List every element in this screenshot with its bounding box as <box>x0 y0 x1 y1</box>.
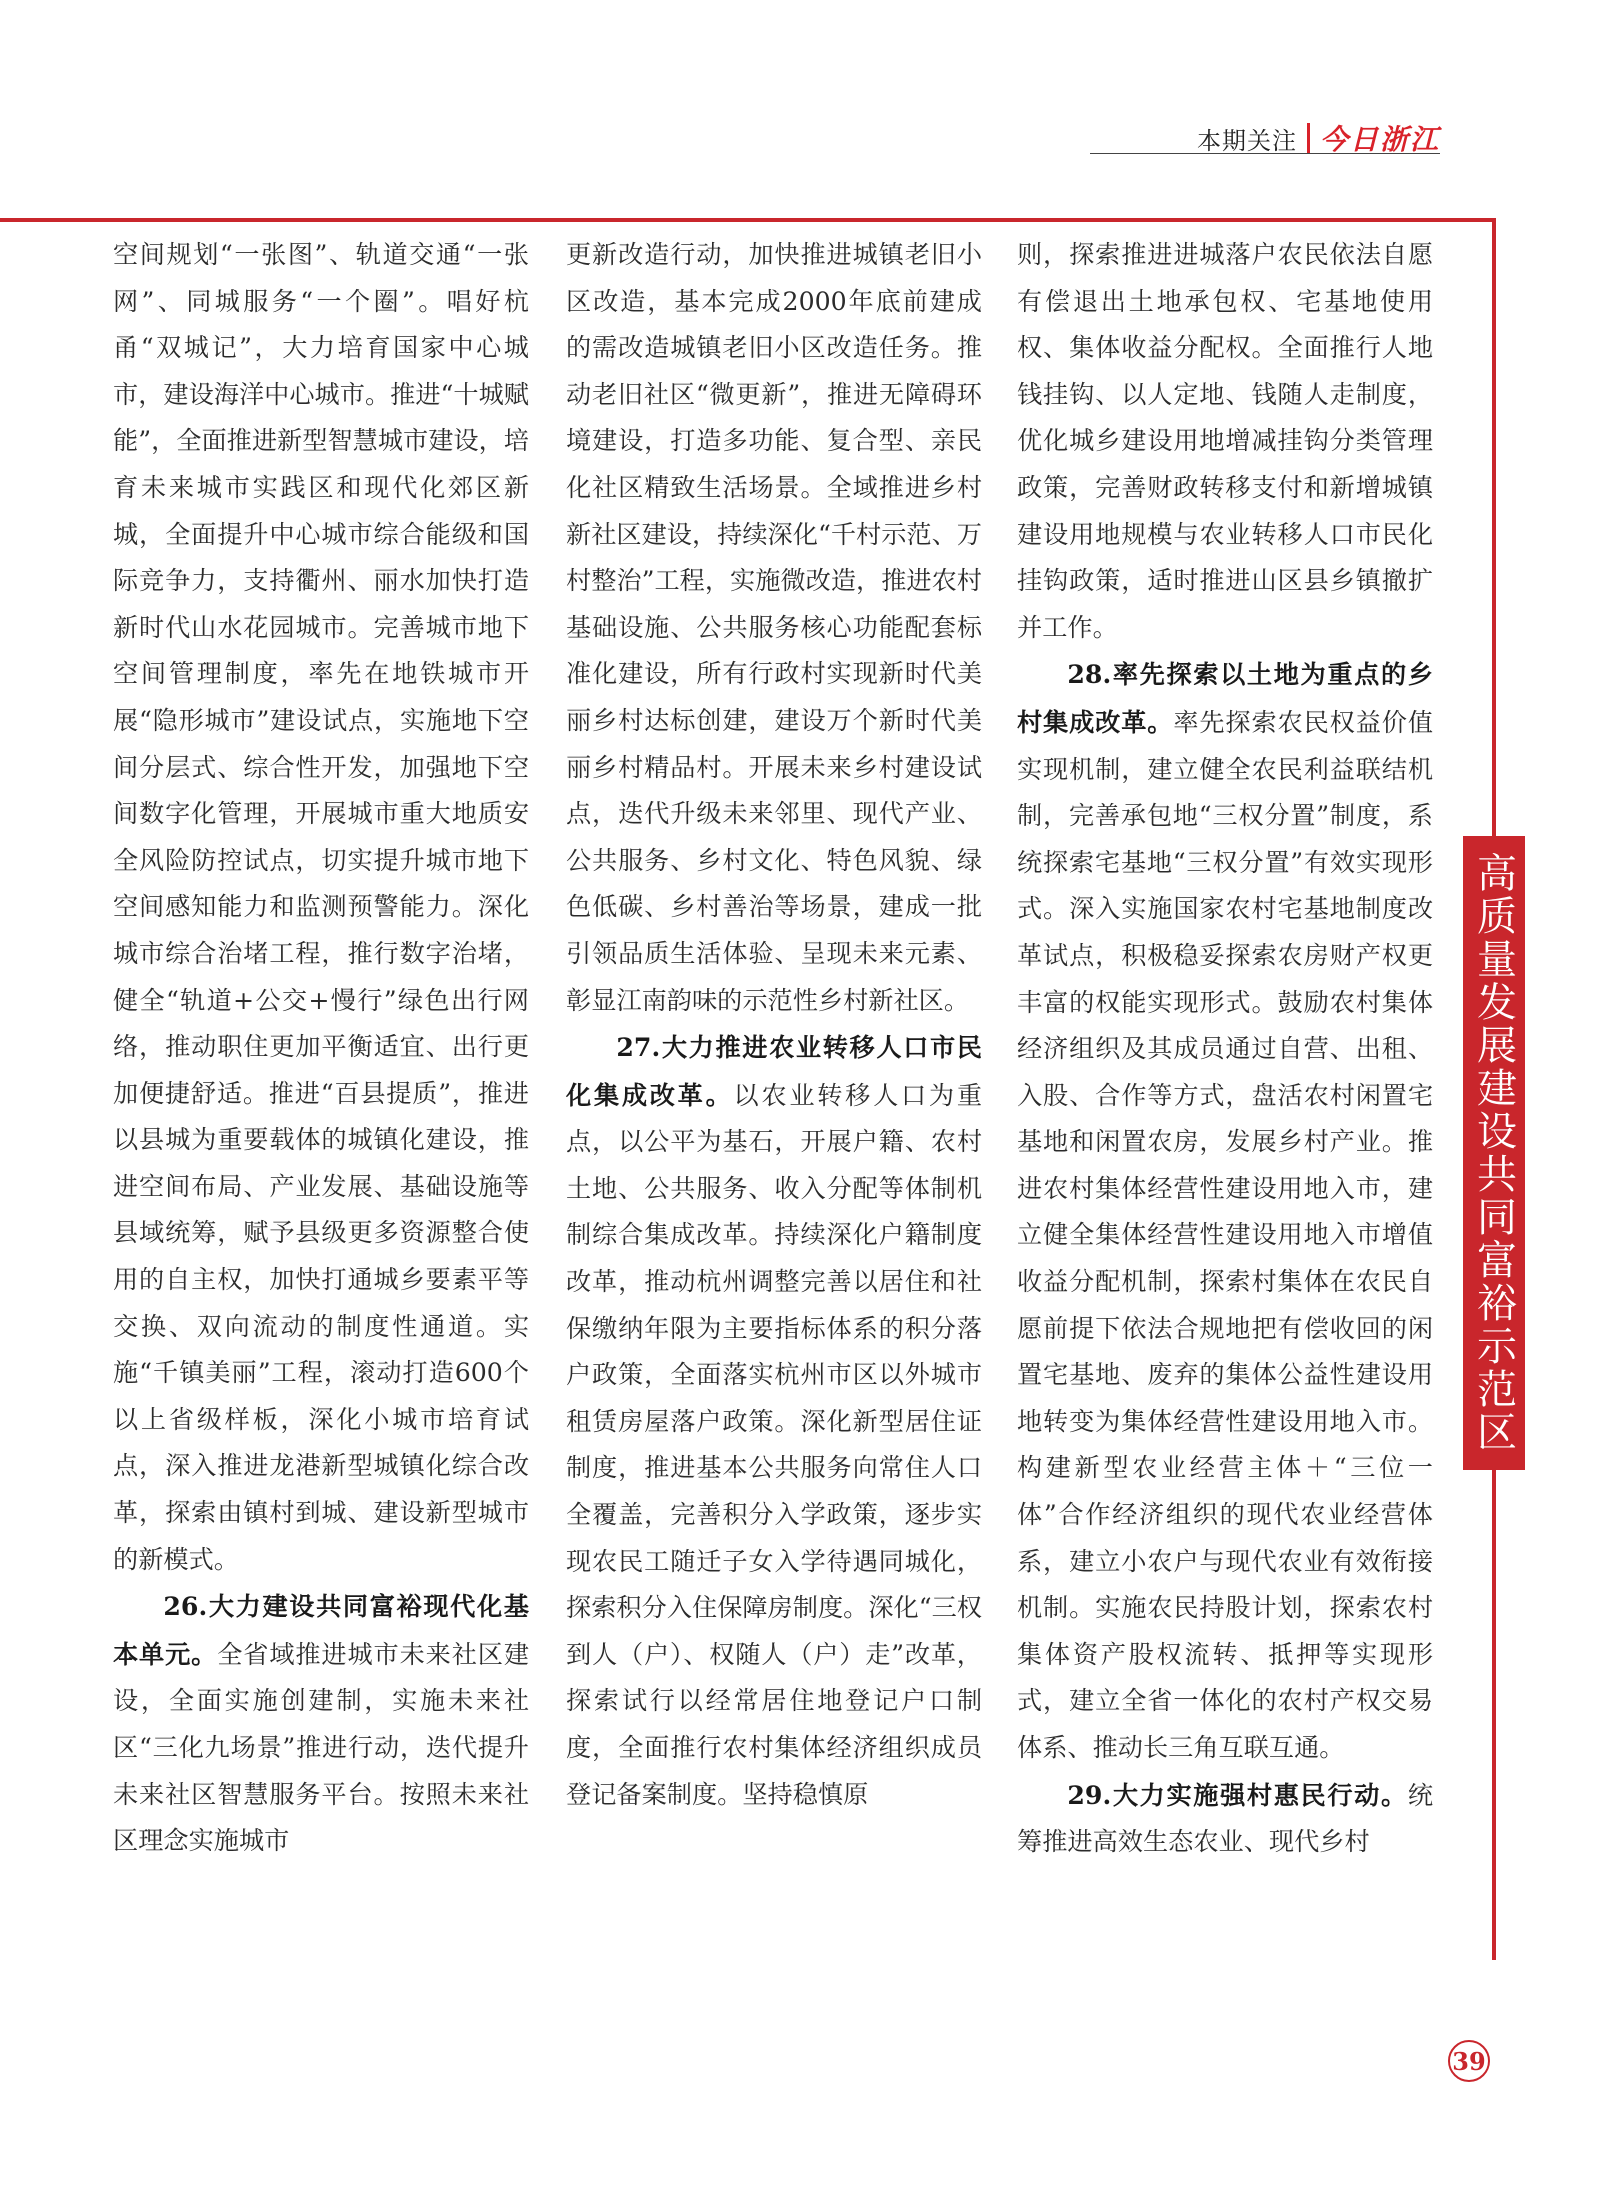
brand-logo: 今日浙江 <box>1319 123 1440 156</box>
section-heading: 29.大力实施强村惠民行动。 <box>1067 1779 1408 1810</box>
section-label: 本期关注 <box>1196 126 1297 155</box>
paragraph-body: 统筹推进高效生态农业、现代乡村 <box>1017 1780 1433 1857</box>
paragraph-body: 以农业转移人口为重点，以公平为基石，开展户籍、农村土地、公共服务、收入分配等体制机制综合集成改革。持续深化户籍制度改革，推动杭州调整完善以居住和社保缴纳年限为主要指标体系的积分落户政策，全面落实杭州市区以外城市租赁房屋落户政策。深化新型居住证制度，推进基本公共服务向常住人口全覆盖，完善积分入学政策，逐步实现农民工随迁子女入学待遇同城化，探索积分入住保障房制度。深化“三权到人（户）、权随人（户）走”改革，探索试行以经常居住地登记户口制度，全面推行农村集体经济组织成员登记备案制度。坚持稳慎原 <box>566 1080 983 1809</box>
paragraph <box>1017 1772 1433 1866</box>
paragraph-body: 率先探索农民权益价值实现机制，建立健全农民利益联结机制，完善承包地“三权分置”制度，系统探索宅基地“三权分置”有效实现形式。深入实施国家农村宅基地制度改革试点，积极稳妥探索农房财产权更丰富的权能实现形式。鼓励农村集体经济组织及其成员通过自营、出租、入股、合作等方式，盘活农村闲置宅基地和闲置农房，发展乡村产业。推进农村集体经营性建设用地入市，建立健全集体经营性建设用地入市增值收益分配机制，探索村集体在农民自愿前提下依法合规地把有偿收回的闲置宅基地、废弃的集体公益性建设用地转变为集体经营性建设用地入市。构建新型农业经营主体＋“三位一体”合作经济组织的现代农业经营体系，建立小农户与现代农业有效衔接机制。实施农民持股计划，探索农村集体资产股权流转、抵押等实现形式，建立全省一体化的农村产权交易体系、推动长三角互联互通。 <box>1017 707 1434 1762</box>
paragraph <box>113 1583 529 1865</box>
text-column-3 <box>1017 232 1433 1866</box>
page-number: 39 <box>1448 2040 1490 2082</box>
paragraph: 更新改造行动，加快推进城镇老旧小区改造，基本完成2000年底前建成的需改造城镇老旧小区改造任务。推动老旧社区“微更新”，推进无障碍环境建设，打造多功能、复合型、亲民化社区精致生活场景。全域推进乡村新社区建设，持续深化“千村示范、万村整治”工程，实施微改造，推进农村基础设施、公共服务核心功能配套标准化建设，所有行政村实现新时代美丽乡村达标创建，建设万个新时代美丽乡村精品村。开展未来乡村建设试点，迭代升级未来邻里、现代产业、公共服务、乡村文化、特色风貌、绿色低碳、乡村善治等场景，建成一批引领品质生活体验、呈现未来元素、彰显江南韵味的示范性乡村新社区。 <box>566 240 982 1015</box>
section-heading: 27.大力推进农业转移人口市民化集成改革。 <box>566 1032 982 1110</box>
text-column-1 <box>113 232 529 1865</box>
side-tab-title: 高质量发展建设共同富裕示范区 <box>1470 852 1517 1454</box>
frame-top-border <box>0 218 1496 222</box>
paragraph <box>566 1024 982 1818</box>
text-column-2 <box>566 232 982 1818</box>
paragraph-body: 全省域推进城市未来社区建设，全面实施创建制，实施未来社区“三化九场景”推进行动，迭代提升未来社区智慧服务平台。按照未来社区理念实施城市 <box>113 1639 530 1856</box>
side-tab <box>1463 836 1525 1470</box>
running-header <box>1197 118 1440 158</box>
section-heading: 26.大力建设共同富裕现代化基本单元。 <box>113 1591 529 1669</box>
paragraph: 则，探索推进进城落户农民依法自愿有偿退出土地承包权、宅基地使用权、集体收益分配权。全面推行人地钱挂钩、以人定地、钱随人走制度，优化城乡建设用地增减挂钩分类管理政策，完善财政转移支付和新增城镇建设用地规模与农业转移人口市民化挂钩政策，适时推进山区县乡镇撤扩并工作。 <box>1017 240 1433 642</box>
section-heading: 28.率先探索以土地为重点的乡村集成改革。 <box>1017 659 1433 737</box>
header-separator <box>1307 123 1310 153</box>
paragraph <box>1017 651 1433 1771</box>
paragraph: 空间规划“一张图”、轨道交通“一张网”、同城服务“一个圈”。唱好杭甬“双城记”，大力培育国家中心城市，建设海洋中心城市。推进“十城赋能”，全面推进新型智慧城市建设，培育未来城市实践区和现代化郊区新城，全面提升中心城市综合能级和国际竞争力，支持衢州、丽水加快打造新时代山水花园城市。完善城市地下空间管理制度，率先在地铁城市开展“隐形城市”建设试点，实施地下空间分层式、综合性开发，加强地下空间数字化管理，开展城市重大地质安全风险防控试点，切实提升城市地下空间感知能力和监测预警能力。深化城市综合治堵工程，推行数字治堵，健全“轨道+公交+慢行”绿色出行网络，推动职住更加平衡适宜、出行更加便捷舒适。推进“百县提质”，推进以县城为重要载体的城镇化建设，推进空间布局、产业发展、基础设施等县域统筹，赋予县级更多资源整合使用的自主权，加快打通城乡要素平等交换、双向流动的制度性通道。实施“千镇美丽”工程，滚动打造600个以上省级样板，深化小城市培育试点，深入推进龙港新型城镇化综合改革，探索由镇村到城、建设新型城市的新模式。 <box>113 240 529 1574</box>
